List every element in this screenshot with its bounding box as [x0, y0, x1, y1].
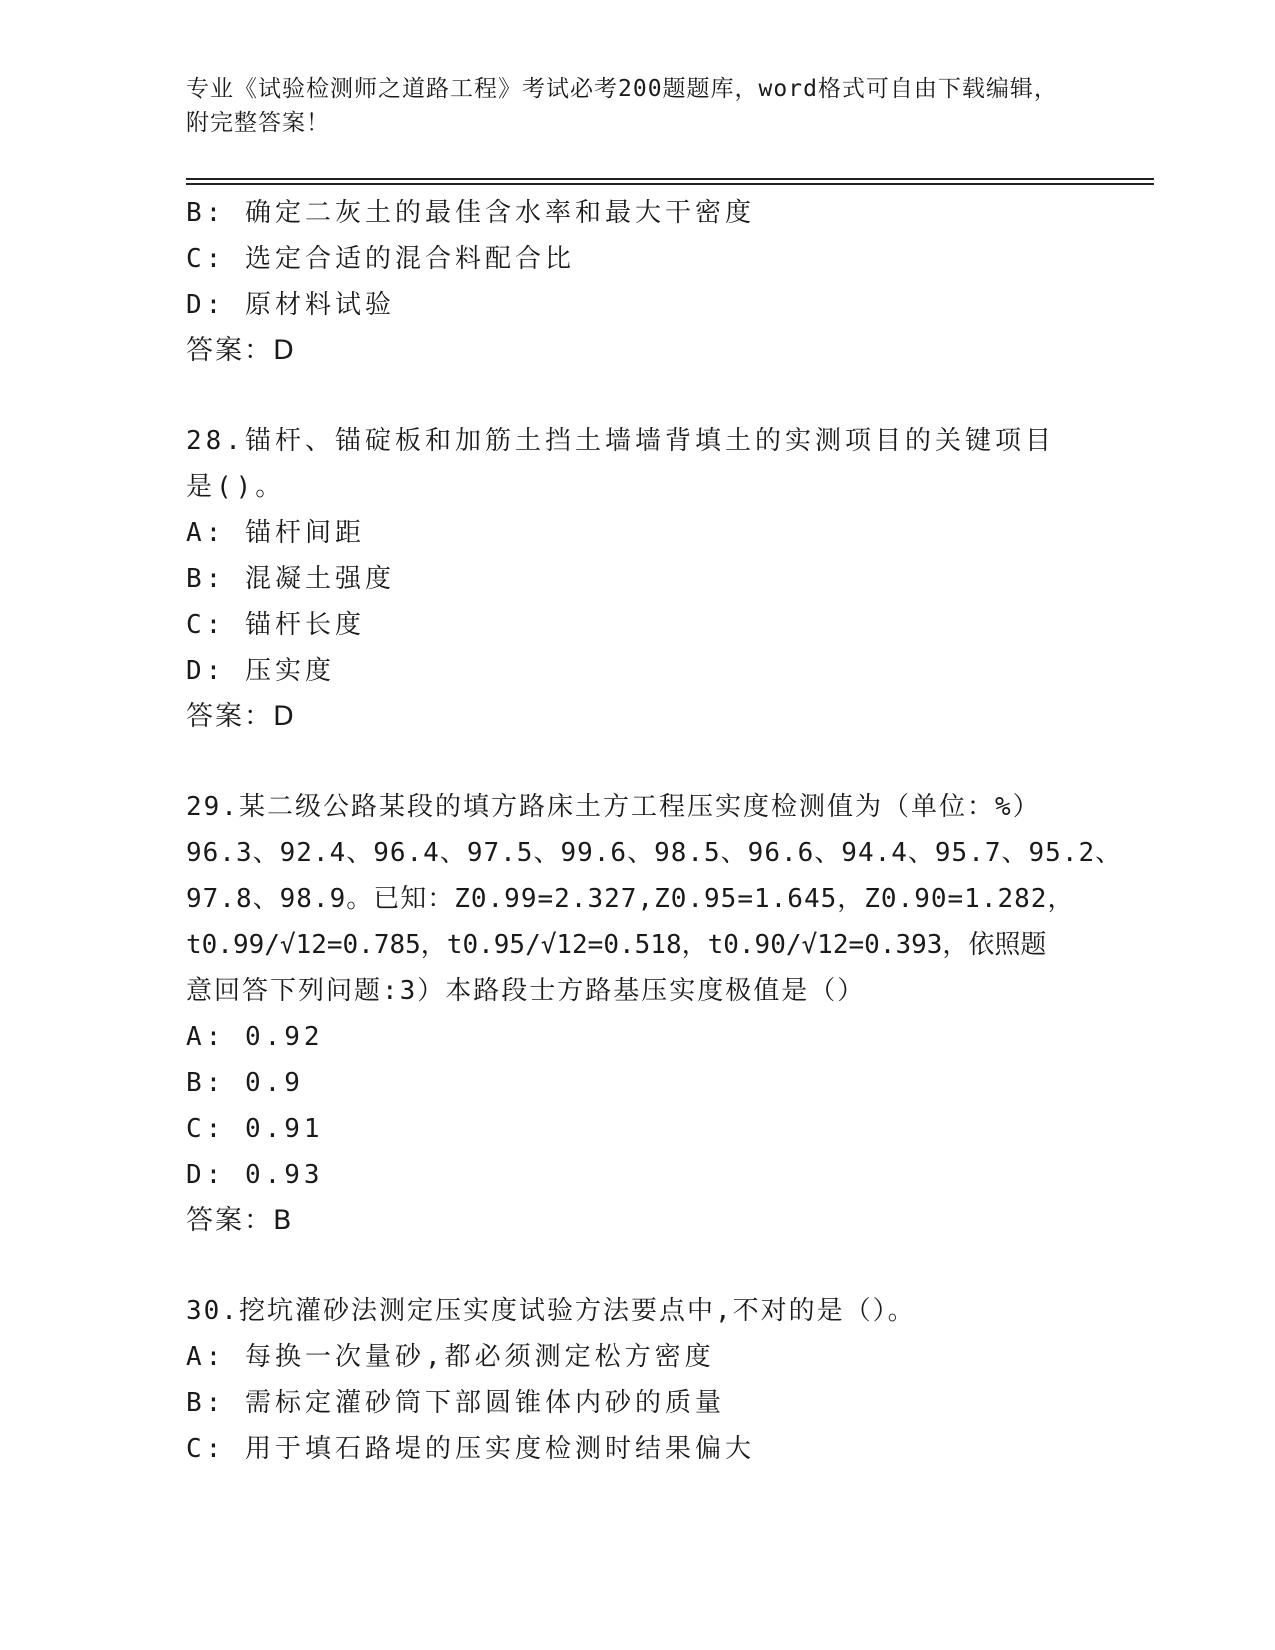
header-divider-top [186, 178, 1154, 180]
question-stem-line: 96.3、92.4、96.4、97.5、99.6、98.5、96.6、94.4、95.7、95.2、 [186, 838, 1123, 868]
question-stem: 30.挖坑灌砂法测定压实度试验方法要点中,不对的是（）。 [186, 1296, 916, 1326]
question-stem-line: t0.99/√12=0.785，t0.95/√12=0.518，t0.90/√12=0.393，依照题 [186, 930, 1047, 960]
option-b: B: 0.9 [186, 1068, 304, 1098]
answer: 答案：B [186, 1205, 294, 1236]
option-a: A: 0.92 [186, 1022, 324, 1052]
option-c: C: 选定合适的混合料配合比 [186, 244, 575, 274]
header-divider-bottom [186, 183, 1154, 185]
document-header [186, 72, 1066, 140]
question-stem-line: 意回答下列问题:3）本路段士方路基压实度极值是（） [186, 976, 866, 1006]
question-stem-line: 29.某二级公路某段的填方路床土方工程压实度检测值为（单位：%） [186, 792, 1041, 822]
question-list [186, 190, 1123, 1472]
answer: 答案：D [186, 335, 296, 366]
option-d: D: 压实度 [186, 656, 335, 686]
header-title: 专业《试验检测师之道路工程》考试必考200题题库，word格式可自由下载编辑，附完整答案！ [186, 76, 1058, 136]
question-stem: 28.锚杆、锚碇板和加筋土挡土墙墙背填土的实测项目的关键项目是()。 [186, 426, 1055, 502]
answer: 答案：D [186, 701, 296, 732]
option-b: B: 需标定灌砂筒下部圆锥体内砂的质量 [186, 1388, 725, 1418]
option-a: A: 锚杆间距 [186, 518, 365, 548]
option-c: C: 锚杆长度 [186, 610, 365, 640]
option-c: C: 0.91 [186, 1114, 324, 1144]
question-27-tail [186, 190, 1086, 374]
question-28 [186, 418, 1086, 740]
option-a: A: 每换一次量砂,都必须测定松方密度 [186, 1342, 715, 1372]
option-d: D: 0.93 [186, 1160, 324, 1190]
option-c: C: 用于填石路堤的压实度检测时结果偏大 [186, 1434, 755, 1464]
option-d: D: 原材料试验 [186, 290, 395, 320]
option-b: B: 混凝土强度 [186, 564, 395, 594]
question-30 [186, 1288, 1086, 1472]
question-29 [186, 784, 1123, 1244]
question-stem-line: 97.8、98.9。已知：Z0.99=2.327,Z0.95=1.645，Z0.90=1.282， [186, 884, 1075, 914]
option-b: B: 确定二灰土的最佳含水率和最大干密度 [186, 198, 755, 228]
